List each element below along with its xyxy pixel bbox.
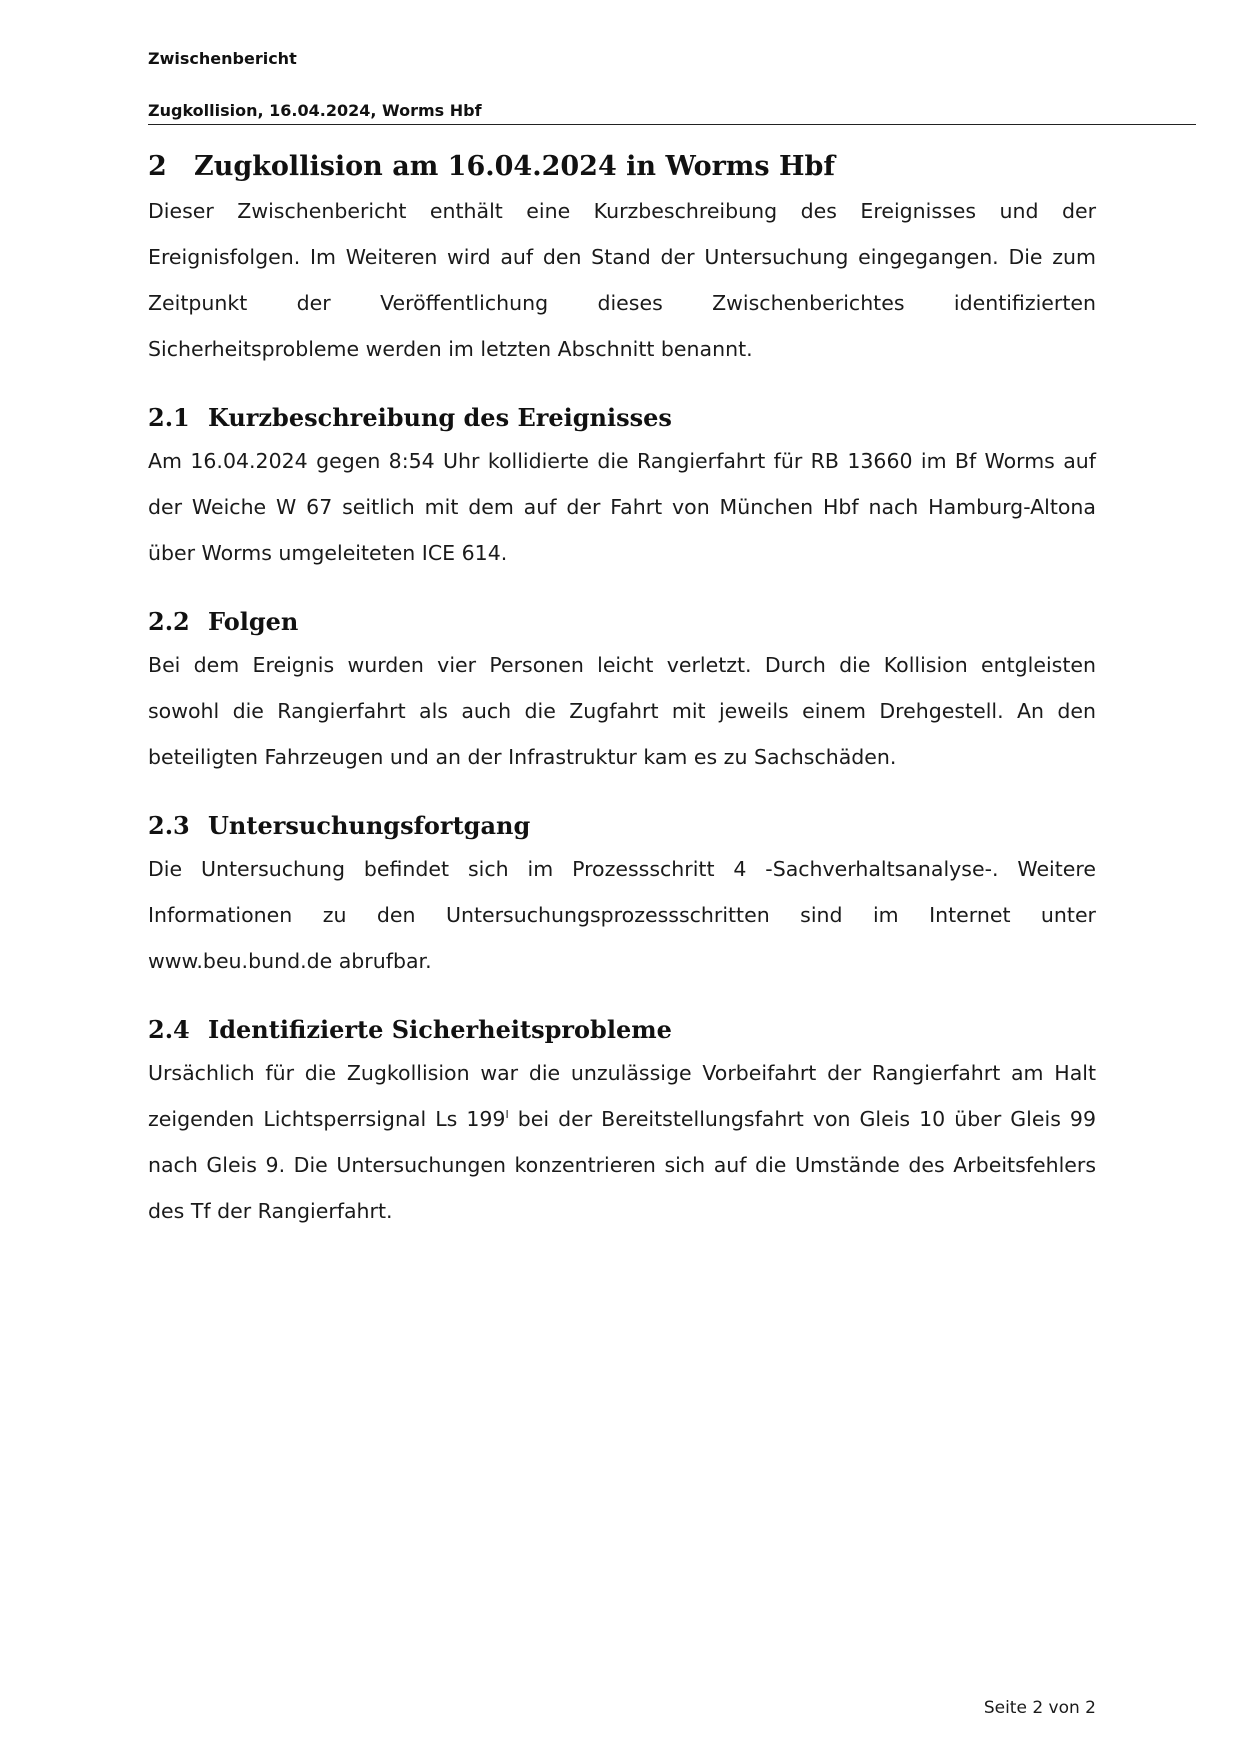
section-heading-2-1 [148, 402, 1096, 434]
section-heading-2-3 [148, 810, 1096, 842]
chapter-heading [148, 150, 1096, 184]
header-divider [148, 124, 1196, 125]
paragraph-text-before-footnote: Ursächlich für die Zugkollision war die unzulässige Vorbeifahrt der Rangierfahrt am Halt zeigenden Lichtsperrsignal Ls 199 [148, 1061, 1096, 1131]
section-paragraph-2-1: Am 16.04.2024 gegen 8:54 Uhr kollidierte die Rangierfahrt für RB 13660 im Bf Worms auf der Weiche W 67 seitlich mit dem auf der Fahrt von München Hbf nach Hamburg-Altona über Worms umgeleiteten ICE 614. [148, 449, 1096, 565]
section-title: Identifizierte Sicherheitsprobleme [208, 1015, 672, 1044]
section-paragraph-2-3: Die Untersuchung befindet sich im Prozessschritt 4 -Sachverhaltsanalyse-. Weitere Informationen zu den Untersuchungsprozessschritten sind im Internet unter www.beu.bund.de abrufbar. [148, 857, 1096, 973]
section-title: Untersuchungsfortgang [208, 811, 531, 840]
section-number: 2.3 [148, 811, 190, 840]
section-number: 2.1 [148, 403, 190, 432]
document-body [148, 150, 1096, 1234]
footnote-marker: I [505, 1108, 509, 1121]
section-number: 2.2 [148, 607, 190, 636]
page-number: Seite 2 von 2 [983, 1698, 1096, 1718]
section-title: Folgen [208, 607, 299, 636]
header-report-type: Zwischenbericht [148, 49, 297, 68]
paragraph-text-after-footnote: bei der Bereitstellungsfahrt von Gleis 10 über Gleis 99 nach Gleis 9. Die Untersuchungen konzentrieren sich auf die Umstände des Arbeitsfehlers des Tf der Rangierfahrt. [148, 1107, 1096, 1223]
section-title: Kurzbeschreibung des Ereignisses [208, 403, 672, 432]
chapter-intro-paragraph: Dieser Zwischenbericht enthält eine Kurzbeschreibung des Ereignisses und der Ereignisfolgen. Im Weiteren wird auf den Stand der Untersuchung eingegangen. Die zum Zeitpunkt der Veröffentlichung dieses Zwischenberichtes identifizierten Sicherheitsprobleme werden im letzten Abschnitt benannt. [148, 199, 1096, 361]
chapter-title: Zugkollision am 16.04.2024 in Worms Hbf [194, 151, 835, 182]
section-number: 2.4 [148, 1015, 190, 1044]
section-heading-2-4 [148, 1014, 1096, 1046]
section-paragraph-2-4 [148, 1050, 1096, 1234]
section-heading-2-2 [148, 606, 1096, 638]
section-paragraph-2-2: Bei dem Ereignis wurden vier Personen leicht verletzt. Durch die Kollision entgleisten sowohl die Rangierfahrt als auch die Zugfahrt mit jeweils einem Drehgestell. An den beteiligten Fahrzeugen und an der Infrastruktur kam es zu Sachschäden. [148, 653, 1096, 769]
header-incident-title: Zugkollision, 16.04.2024, Worms Hbf [148, 101, 482, 120]
chapter-number: 2 [148, 151, 167, 182]
